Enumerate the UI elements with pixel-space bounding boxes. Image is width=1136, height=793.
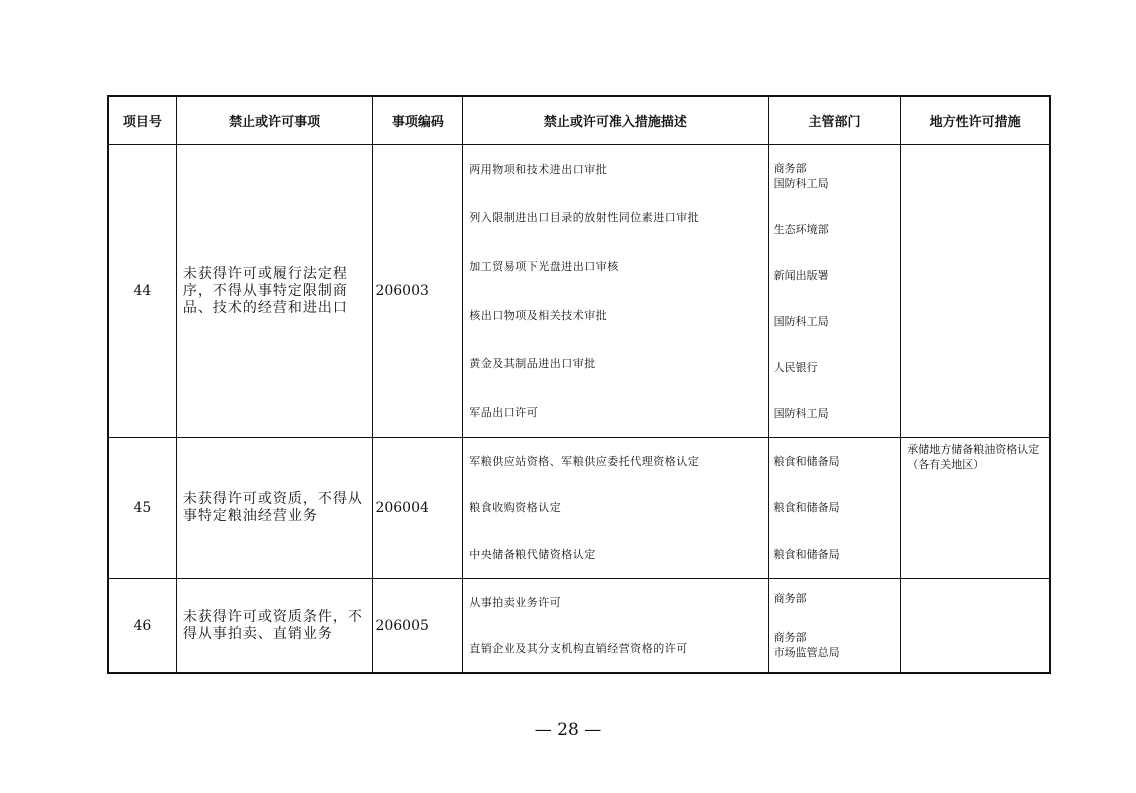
measure-desc: 两用物项和技术进出口审批 bbox=[469, 162, 608, 176]
header-department: 主管部门 bbox=[769, 97, 902, 144]
table-header bbox=[109, 97, 1049, 145]
measure-desc: 直销企业及其分支机构直销经营资格的许可 bbox=[469, 642, 688, 656]
regulation-table bbox=[107, 95, 1051, 674]
department-list bbox=[769, 579, 902, 672]
department-name: 粮食和储备局 bbox=[773, 501, 840, 515]
local-measure bbox=[901, 145, 1049, 437]
measure-desc: 核出口物项及相关技术审批 bbox=[469, 308, 608, 322]
table-row bbox=[109, 438, 1049, 579]
matter-text: 未获得许可或资质，不得从事特定粮油经营业务 bbox=[177, 438, 374, 578]
department-name: 新闻出版署 bbox=[773, 268, 829, 282]
measure-desc: 从事拍卖业务许可 bbox=[469, 595, 562, 609]
department-name: 国防科工局 bbox=[773, 407, 829, 421]
measure-desc: 中央储备粮代储资格认定 bbox=[469, 548, 596, 562]
matter-code: 206003 bbox=[373, 145, 463, 437]
department-name: 商务部 bbox=[773, 592, 807, 605]
department-list bbox=[769, 438, 902, 578]
table-row bbox=[109, 579, 1049, 672]
measure-desc: 军粮供应站资格、军粮供应委托代理资格认定 bbox=[469, 454, 700, 468]
header-measure-desc: 禁止或许可准入措施描述 bbox=[463, 97, 768, 144]
header-matter: 禁止或许可事项 bbox=[177, 97, 374, 144]
department-name: 商务部 bbox=[773, 631, 807, 644]
table-row bbox=[109, 145, 1049, 438]
matter-text: 未获得许可或履行法定程序，不得从事特定限制商品、技术的经营和进出口 bbox=[177, 145, 374, 437]
department-list bbox=[769, 145, 902, 437]
department-name: 国防科工局 bbox=[773, 315, 829, 329]
department-name: 人民银行 bbox=[773, 361, 818, 375]
row-number: 44 bbox=[109, 145, 177, 437]
department-name: 商务部 bbox=[773, 161, 807, 175]
page-number: — 28 — bbox=[534, 720, 602, 740]
department-entry bbox=[769, 630, 901, 660]
department-name: 生态环境部 bbox=[773, 222, 829, 236]
header-item-no: 项目号 bbox=[109, 97, 177, 144]
measure-list bbox=[463, 145, 768, 437]
row-number: 45 bbox=[109, 438, 177, 578]
header-code: 事项编码 bbox=[373, 97, 463, 144]
row-number: 46 bbox=[109, 579, 177, 672]
header-local-measure: 地方性许可措施 bbox=[929, 115, 1021, 130]
department-entry bbox=[769, 161, 901, 191]
matter-code: 206005 bbox=[373, 579, 463, 672]
measure-desc: 列入限制进出口目录的放射性同位素进口审批 bbox=[469, 211, 700, 225]
measure-desc: 加工贸易项下光盘进出口审核 bbox=[469, 260, 619, 274]
local-measure bbox=[901, 579, 1049, 672]
local-measure: 承储地方储备粮油资格认定（各有关地区） bbox=[907, 443, 1040, 471]
measure-desc: 军品出口许可 bbox=[469, 406, 539, 420]
department-name: 市场监管总局 bbox=[773, 646, 840, 659]
department-name: 粮食和储备局 bbox=[773, 454, 840, 468]
measure-desc: 粮食收购资格认定 bbox=[469, 501, 562, 515]
measure-desc: 黄金及其制品进出口审批 bbox=[469, 357, 596, 371]
matter-code: 206004 bbox=[373, 438, 463, 578]
measure-list bbox=[463, 438, 768, 578]
department-name: 粮食和储备局 bbox=[773, 548, 840, 562]
department-name: 国防科工局 bbox=[773, 176, 829, 190]
matter-text: 未获得许可或资质条件，不得从事拍卖、直销业务 bbox=[177, 579, 374, 672]
measure-list bbox=[463, 579, 768, 672]
